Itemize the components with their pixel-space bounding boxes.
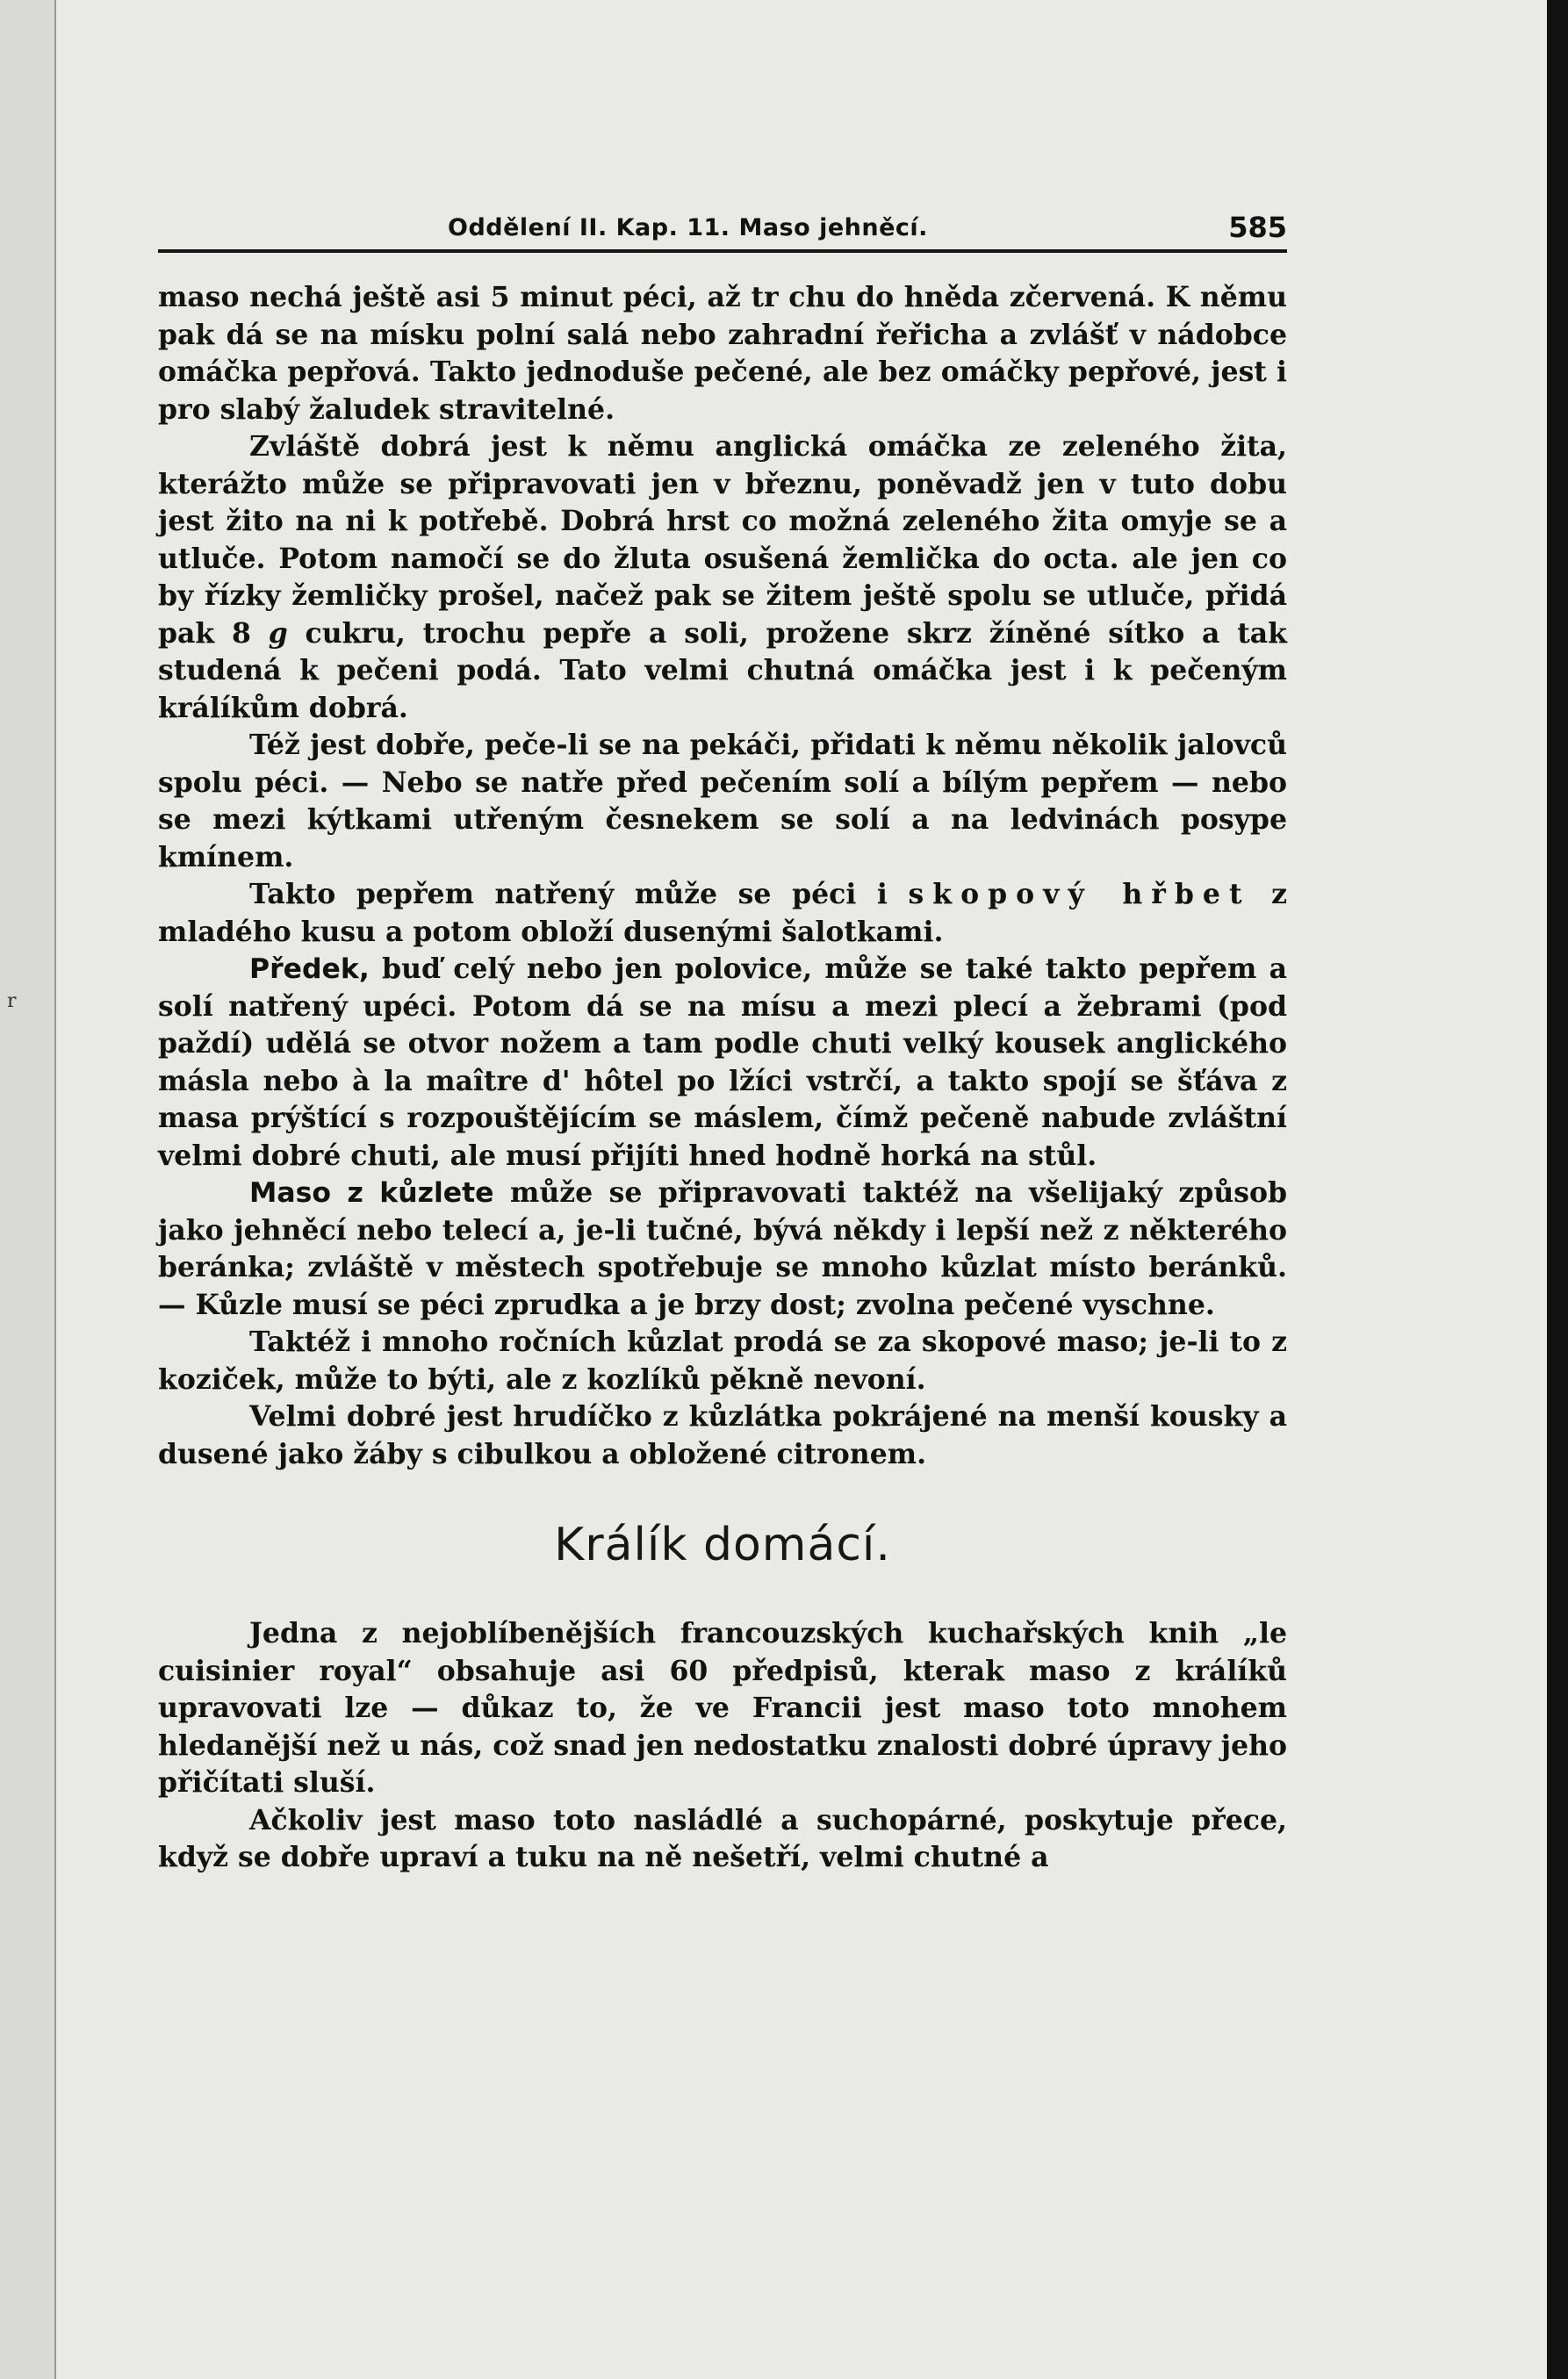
paragraph-text: může se připravovati taktéž na všelijaký způsob jako jehněcí nebo telecí a, je-li tučné, bývá někdy i lepší než z některého beránka; zvláště v městech spotřebuje se mnoho kůzlat místo beránků. — Kůzle musí se péci zprudka a je brzy dost; zvolna pečené vyschne. (158, 1176, 1287, 1321)
paragraph: Ačkoliv jest maso toto nasládlé a suchopárné, poskytuje přece, když se dobře upraví a tuku na ně nešetří, velmi chutné a (158, 1803, 1287, 1873)
page-header (158, 202, 1287, 253)
page-number: 585 (1228, 211, 1287, 244)
paragraph-text: buď celý nebo jen polovice, může se také takto pepřem a solí natřený upéci. Potom dá se na mísu a mezi plecí a žebrami (pod paždí) udělá se otvor nožem a tam podle chuti velký kousek anglického másla nebo à la maître d' hôtel po lžíci vstrčí, a takto spojí se šťáva z masa prýštící s rozpouštějícím se máslem, čímž pečeně nabude zvláštní velmi dobré chuti, ale musí přijíti hned hodně horká na stůl. (158, 952, 1287, 1172)
running-head: Oddělení II. Kap. 11. Maso jehněcí. (448, 214, 928, 241)
book-page (158, 202, 1287, 1877)
paragraph-text: cukru, trochu pepře a soli, prožene skrz žíněné sítko a tak studená k pečeni podá. Tato velmi chutná omáčka jest i k pečeným králíkům dobrá. (158, 616, 1287, 724)
run-in-heading: Předek, (249, 953, 370, 985)
paragraph: Též jest dobře, peče-li se na pekáči, přidati k němu několik jalovců spolu péci. — Nebo se natře před pečením solí a bílým pepřem — nebo se mezi kýtkami utřeným česnekem se solí a na ledvinách posype kmínem. (158, 729, 1287, 873)
paragraph-text: z mladého kusu a potom obloží dusenými šalotkami. (158, 878, 1288, 948)
margin-mark: r (7, 990, 17, 1012)
paragraph-text: Takto pepřem natřený může se péci i (249, 878, 888, 910)
paragraph: maso nechá ještě asi 5 minut péci, až tr chu do hněda zčervená. K němu pak dá se na mísku polní salá nebo zahradní řeřicha a zvlášť v nádobce omáčka pepřová. Takto jednoduše pečené, ale bez omáčky pepřové, jest i pro slabý žaludek stravitelné. (158, 281, 1287, 426)
section-title: Králík domácí. (554, 1519, 891, 1571)
paragraph (158, 951, 1287, 1175)
run-in-heading: Maso z kůzlete (249, 1177, 494, 1209)
section-lamb-text (158, 279, 1287, 1473)
paragraph: Jedna z nejoblíbenějších francouzských kuchařských knih „le cuisinier royal“ obsahuje asi 60 předpisů, kterak maso z králíků upravovati lze — důkaz to, že ve Francii jest maso toto mnohem hledanější než u nás, což snad jen nedostatku znalosti dobré úpravy jeho přičítati sluší. (158, 1617, 1287, 1799)
paragraph (158, 876, 1287, 951)
unit-grams: g (268, 616, 288, 650)
spaced-term: skopový hřbet (908, 878, 1251, 910)
paragraph (158, 428, 1287, 727)
paragraph: Velmi dobré jest hrudíčko z kůzlátka pokrájené na menší kousky a dusené jako žáby s cibulkou a obložené citronem. (158, 1400, 1287, 1470)
paragraph: Taktéž i mnoho ročních kůzlat prodá se za skopové maso; je-li to z koziček, může to býti, ale z kozlíků pěkně nevoní. (158, 1326, 1287, 1396)
paragraph-text: Zvláště dobrá jest k němu anglická omáčka ze zeleného žita, kterážto může se připravovati jen v březnu, poněvadž jen v tuto dobu jest žito na ni k potřebě. Dobrá hrst co možná zeleného žita omyje se a utluče. Potom namočí se do žluta osušená žemlička do octa. ale jen co by řízky žemličky prošel, načež pak se žitem ještě spolu se utluče, přidá pak 8 (158, 430, 1287, 650)
paragraph (158, 1175, 1287, 1324)
right-scan-border (1547, 0, 1568, 2379)
left-page-edge (0, 0, 56, 2379)
section-rabbit-text (158, 1615, 1287, 1877)
